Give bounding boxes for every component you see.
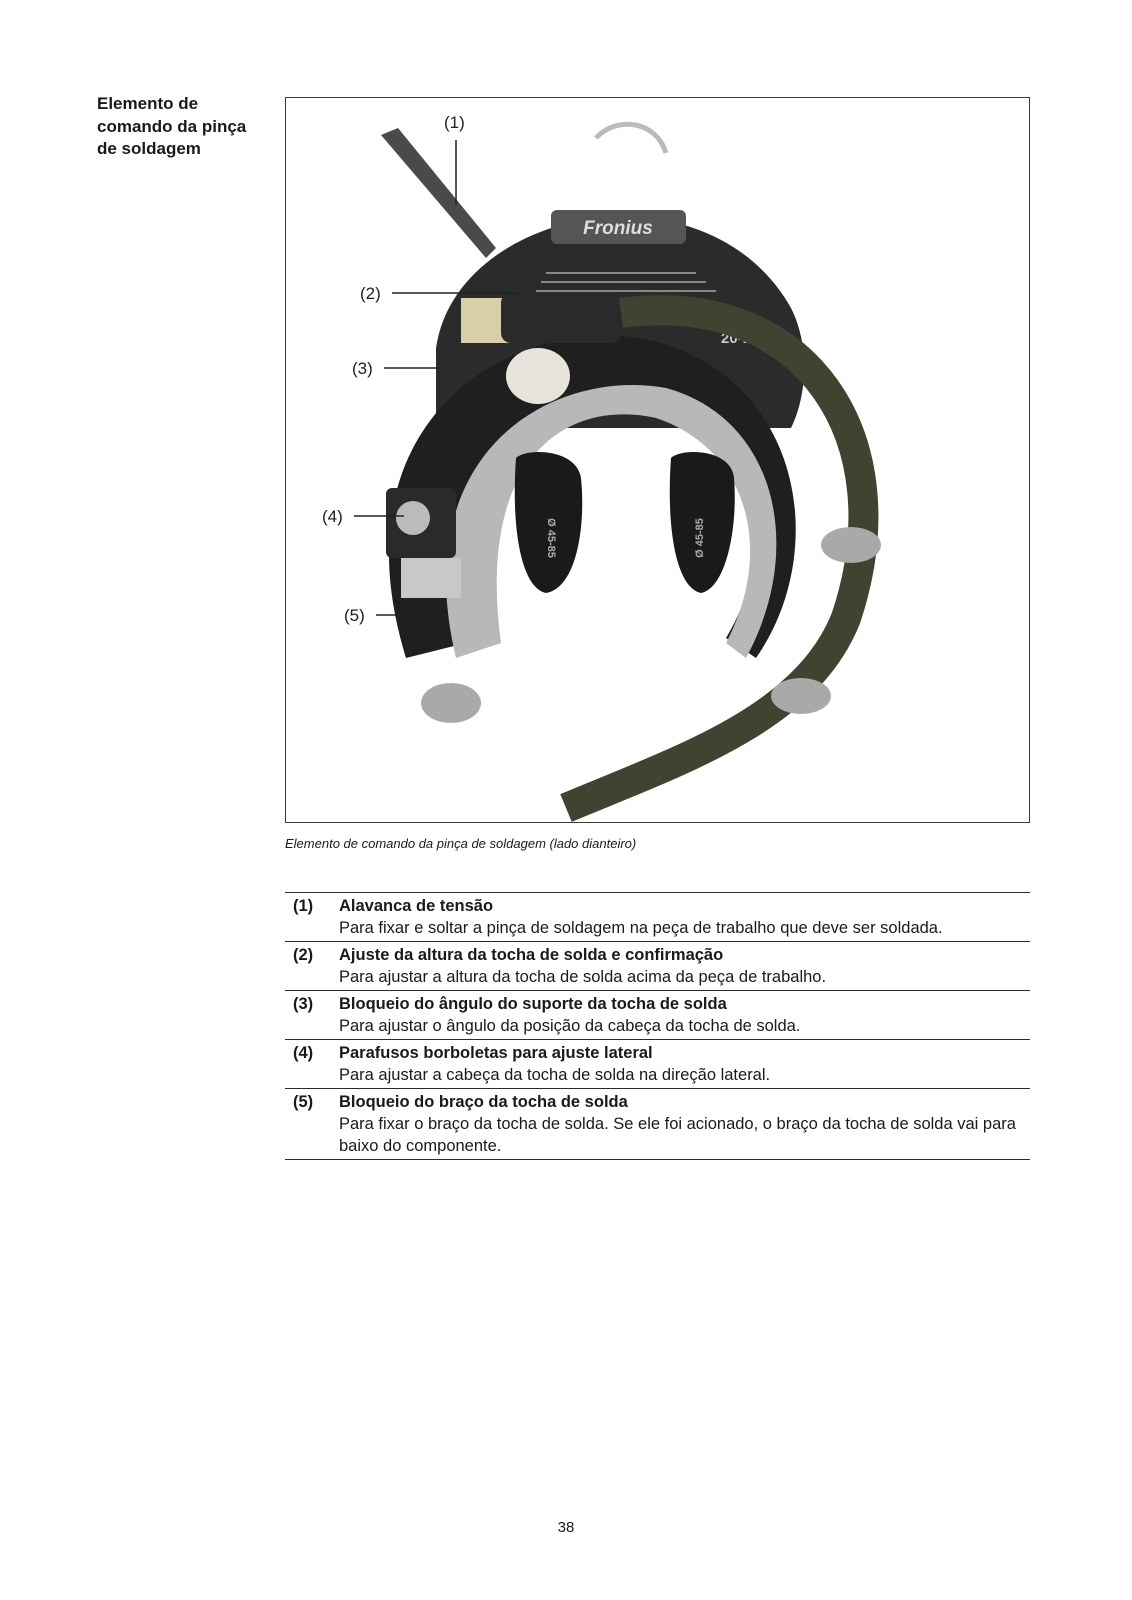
legend-description: Para ajustar o ângulo da posição da cabeça da tocha de solda. — [339, 1017, 801, 1035]
legend-number: (3) — [293, 995, 314, 1013]
legend-description: Para ajustar a cabeça da tocha de solda na direção lateral. — [339, 1066, 771, 1084]
legend-title: Ajuste da altura da tocha de solda e confirmação — [339, 946, 724, 964]
callout-3: (3) — [352, 359, 373, 378]
legend-title: Bloqueio do braço da tocha de solda — [339, 1093, 628, 1111]
section-heading: Elemento de comando da pinça de soldagem — [97, 94, 247, 158]
legend-table — [285, 892, 1030, 1160]
callout-5: (5) — [344, 606, 365, 625]
product-figure — [285, 97, 1030, 823]
legend-row — [285, 1040, 1030, 1089]
legend-entry — [339, 991, 1030, 1040]
foot-right — [771, 678, 831, 714]
jaw-left-label: Ø 45-85 — [545, 518, 557, 558]
lateral-screw — [396, 501, 430, 535]
model-text-2: 20-114 — [721, 330, 767, 347]
legend-entry — [339, 942, 1030, 991]
legend-title: Alavanca de tensão — [339, 897, 494, 915]
legend-title: Bloqueio do ângulo do suporte da tocha de solda — [339, 995, 727, 1013]
foot-left — [421, 683, 481, 723]
callout-2: (2) — [360, 284, 381, 303]
legend-entry — [339, 1089, 1030, 1160]
brand-text: Fronius — [583, 218, 653, 239]
foot-side — [821, 527, 881, 563]
legend-number: (5) — [293, 1093, 314, 1111]
model-text-1: FOH — [726, 313, 758, 330]
legend-number: (2) — [293, 946, 314, 964]
jaw-right-label: Ø 45-85 — [694, 518, 706, 558]
legend-description: Para fixar e soltar a pinça de soldagem na peça de trabalho que deve ser soldada. — [339, 919, 943, 937]
page-number: 38 — [557, 1519, 575, 1536]
legend-entry — [339, 893, 1030, 942]
legend-title: Parafusos borboletas para ajuste lateral — [339, 1044, 653, 1062]
legend-number: (1) — [293, 897, 314, 915]
figure-caption: Elemento de comando da pinça de soldagem (lado dianteiro) — [285, 836, 637, 851]
legend-entry — [339, 1040, 1030, 1089]
legend-row — [285, 942, 1030, 991]
callout-4: (4) — [322, 507, 343, 526]
hanger-hook — [596, 124, 666, 153]
legend-row — [285, 893, 1030, 942]
welding-clamp-illustration — [286, 98, 1030, 823]
tension-lever — [381, 128, 496, 258]
lock-block — [401, 558, 461, 598]
torch-head — [501, 293, 621, 343]
legend-description: Para ajustar a altura da tocha de solda acima da peça de trabalho. — [339, 968, 827, 986]
legend-row — [285, 1089, 1030, 1160]
legend-row — [285, 991, 1030, 1040]
adjust-knob — [506, 348, 570, 404]
callout-1: (1) — [444, 113, 465, 132]
legend-description: Para fixar o braço da tocha de solda. Se ele foi acionado, o braço da tocha de solda vai para baixo do componente. — [339, 1115, 1016, 1155]
legend-number: (4) — [293, 1044, 314, 1062]
